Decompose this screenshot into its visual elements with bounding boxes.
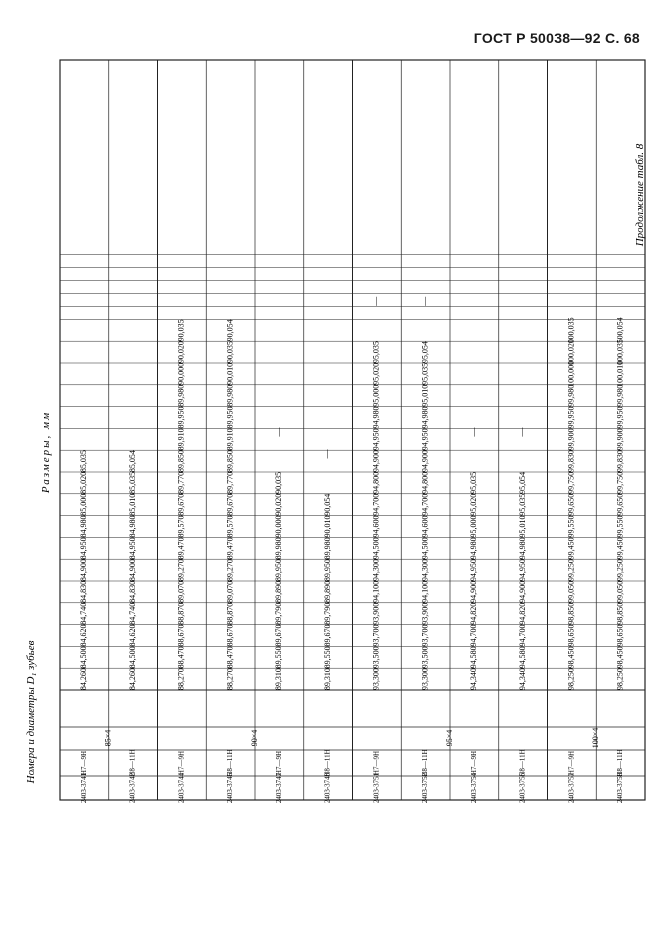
table-cell: 89,070: [225, 580, 235, 603]
table-cell: 84,500: [79, 646, 89, 669]
table-cell: 84,740: [127, 602, 137, 625]
table-cell: 85,000: [79, 493, 89, 516]
table-cell: 89,950: [176, 406, 186, 429]
table-cell: 89,550: [274, 646, 284, 669]
table-cell: 95,035: [371, 341, 381, 364]
table-cell: 88,470: [176, 646, 186, 669]
table-cell: 94,300: [371, 559, 381, 582]
column-tolerance: H8—11H: [323, 749, 332, 777]
table-cell: 85,054: [127, 450, 137, 473]
table-cell: 99,900: [566, 428, 576, 451]
table-cell: 98,450: [566, 646, 576, 669]
table-cell: 94,300: [420, 559, 430, 582]
column-code: 2403-3745: [226, 772, 235, 804]
table-cell: 98,850: [566, 602, 576, 625]
table-cell: 90,010: [225, 362, 235, 385]
table-cell: 90,035: [176, 319, 186, 342]
table-cell: 84,740: [79, 602, 89, 625]
table-cell-dash: —: [468, 427, 479, 437]
table-cell-dash: —: [322, 449, 333, 459]
table-cell: 99,550: [615, 515, 625, 538]
table-cell: 94,950: [469, 559, 479, 582]
column-tolerance: H8—11H: [616, 749, 625, 777]
table-cell: 95,020: [371, 362, 381, 385]
table-cell: 94,700: [420, 493, 430, 516]
table-cell: 94,820: [469, 602, 479, 625]
table-cell: 94,980: [420, 406, 430, 429]
column-tolerance: H8—11H: [128, 749, 137, 777]
table-cell: 95,000: [371, 384, 381, 407]
table-cell: 99,830: [566, 450, 576, 473]
table-cell-dash: —: [419, 296, 430, 306]
column-code: 2403-3748: [323, 772, 332, 804]
table-cell: 89,950: [274, 559, 284, 582]
table-cell: 99,050: [615, 580, 625, 603]
page-header: ГОСТ Р 50038—92 С. 68: [473, 30, 640, 46]
table-cell: 84,260: [79, 668, 89, 691]
table-cell: 95,000: [469, 515, 479, 538]
column-tolerance: H8—11H: [226, 749, 235, 777]
table-cell: 94,100: [371, 580, 381, 603]
table-cell: 94,700: [371, 493, 381, 516]
group-dxm: 90×4: [249, 729, 259, 747]
table-cell: 94,500: [371, 537, 381, 560]
table-cell: 89,310: [322, 668, 332, 691]
table-cell: 99,980: [566, 384, 576, 407]
table-cell: 88,670: [176, 624, 186, 647]
table-cell: 98,650: [615, 624, 625, 647]
table-cell: 94,900: [371, 450, 381, 473]
table-cell: 94,900: [420, 450, 430, 473]
table-cell: 95,054: [517, 471, 527, 494]
column-tolerance: H7—9H: [274, 750, 283, 776]
table-cell: 84,830: [127, 580, 137, 603]
table-cell: 99,750: [615, 471, 625, 494]
column-code: 2403-3751: [372, 772, 381, 804]
table-cell: 88,870: [176, 602, 186, 625]
table-cell: 95,010: [517, 515, 527, 538]
table-cell: 99,650: [566, 493, 576, 516]
table-cell: 84,620: [79, 624, 89, 647]
table-cell: 88,870: [225, 602, 235, 625]
table-cell: 98,450: [615, 646, 625, 669]
table-cell: 94,900: [517, 580, 527, 603]
table-cell: 88,670: [225, 624, 235, 647]
column-tolerance: H7—9H: [79, 750, 88, 776]
table-cell: 85,010: [127, 493, 137, 516]
table-cell: 89,950: [322, 559, 332, 582]
table-cell: 84,900: [79, 559, 89, 582]
table-cell: 89,670: [322, 624, 332, 647]
table-cell: 93,500: [420, 646, 430, 669]
table-cell: 93,300: [371, 668, 381, 691]
table-cell: 84,900: [127, 559, 137, 582]
table-cell-dash: —: [273, 427, 284, 437]
column-code: 2403-3742: [128, 772, 137, 804]
table-cell: 94,700: [517, 624, 527, 647]
table-cell: 94,950: [517, 559, 527, 582]
table-cell: 93,900: [420, 602, 430, 625]
table-cell: 85,035: [79, 450, 89, 473]
table-cell: 90,000: [176, 362, 186, 385]
table-cell: 95,020: [469, 493, 479, 516]
table-cell: 89,980: [176, 384, 186, 407]
table-cell: 94,340: [517, 668, 527, 691]
table-cell: 95,035: [420, 362, 430, 385]
table-cell: 85,020: [79, 471, 89, 494]
table-cell: 100,035: [566, 317, 576, 344]
table-cell: 94,580: [517, 646, 527, 669]
table-cell: 88,470: [225, 646, 235, 669]
table-cell-dash: —: [517, 427, 528, 437]
table-cell: 84,950: [127, 537, 137, 560]
column-tolerance: H8—11H: [518, 749, 527, 777]
table-cell: 99,450: [566, 537, 576, 560]
table-cell: 90,020: [274, 493, 284, 516]
table-cell: 90,035: [225, 341, 235, 364]
table-cell: 89,270: [225, 559, 235, 582]
table-cell: 98,650: [566, 624, 576, 647]
table-cell: 93,900: [371, 602, 381, 625]
table-cell: 93,700: [420, 624, 430, 647]
column-tolerance: H8—11H: [421, 749, 430, 777]
column-code: 2403-3741: [79, 772, 88, 804]
table-cell: 84,980: [79, 515, 89, 538]
table-cell: 88,270: [225, 668, 235, 691]
table-cell: 100,054: [615, 317, 625, 344]
table-cell: 94,600: [420, 515, 430, 538]
table-cell: 99,650: [615, 493, 625, 516]
table-cell: 100,020: [566, 339, 576, 366]
table-cell: 84,950: [79, 537, 89, 560]
table-cell: 84,500: [127, 646, 137, 669]
table-cell: 89,670: [225, 493, 235, 516]
column-tolerance: H7—9H: [469, 750, 478, 776]
table-cell: 89,770: [176, 471, 186, 494]
side-title: Номера и диаметры D₁ зубьев: [25, 640, 37, 784]
table-cell: 84,830: [79, 580, 89, 603]
table-cell: 94,580: [469, 646, 479, 669]
column-code: 2403-3747: [274, 772, 283, 804]
table-cell: 84,260: [127, 668, 137, 691]
table-cell: 94,700: [469, 624, 479, 647]
table-cell: 89,980: [274, 537, 284, 560]
table-cell: 94,100: [420, 580, 430, 603]
table-cell: 94,820: [517, 602, 527, 625]
table-cell: 90,000: [274, 515, 284, 538]
table-cell: 89,980: [322, 537, 332, 560]
table-cell: 89,470: [225, 537, 235, 560]
table-cell: 89,470: [176, 537, 186, 560]
table-cell: 90,054: [225, 319, 235, 342]
table-cell: 99,450: [615, 537, 625, 560]
table-cell: 89,670: [176, 493, 186, 516]
table-cell: 89,550: [322, 646, 332, 669]
column-tolerance: H7—9H: [372, 750, 381, 776]
table-cell: 89,980: [225, 384, 235, 407]
column-code: 2403-3752: [421, 772, 430, 804]
table-cell: 95,054: [420, 341, 430, 364]
column-tolerance: H7—9H: [177, 750, 186, 776]
table-cell-dash: —: [370, 296, 381, 306]
table-cell: 89,790: [274, 602, 284, 625]
table-cell: 93,700: [371, 624, 381, 647]
table-cell: 95,035: [517, 493, 527, 516]
table-cell: 89,890: [322, 580, 332, 603]
column-code: 2403-3755: [518, 772, 527, 804]
table-cell: 98,850: [615, 602, 625, 625]
table-cell: 99,250: [615, 559, 625, 582]
table-cell: 94,900: [469, 580, 479, 603]
table-cell: 98,250: [566, 668, 576, 691]
table-cell: 90,010: [322, 515, 332, 538]
table-cell: 100,035: [615, 339, 625, 366]
table-cell: 85,035: [127, 471, 137, 494]
table-cell: 95,035: [469, 471, 479, 494]
table-cell: 89,790: [322, 602, 332, 625]
table-cell: 89,910: [225, 428, 235, 451]
table-cell: 89,570: [225, 515, 235, 538]
table-cell: 93,300: [420, 668, 430, 691]
table-cell: 89,910: [176, 428, 186, 451]
column-code: 2403-3758: [616, 772, 625, 804]
table-cell: 100,000: [566, 360, 576, 387]
group-dxm: 100×4: [591, 727, 601, 749]
table-cell: 94,980: [517, 537, 527, 560]
table-cell: 90,035: [274, 471, 284, 494]
table-cell: 99,980: [615, 384, 625, 407]
continuation-caption: Продолжение табл. 8: [634, 143, 646, 247]
table-cell: 89,850: [176, 450, 186, 473]
column-code: 2403-3744: [177, 772, 186, 804]
table-cell: 94,340: [469, 668, 479, 691]
table-cell: 84,980: [127, 515, 137, 538]
table-cell: 95,010: [420, 384, 430, 407]
table-cell: 89,950: [225, 406, 235, 429]
table-cell: 99,830: [615, 450, 625, 473]
table-cell: 94,950: [371, 428, 381, 451]
dims-title: Размеры, мм: [40, 410, 52, 494]
table-cell: 89,310: [274, 668, 284, 691]
column-code: 2403-3757: [567, 772, 576, 804]
table-cell: 89,850: [225, 450, 235, 473]
group-dxm: 85×4: [103, 729, 113, 747]
table-cell: 99,250: [566, 559, 576, 582]
table-cell: 99,900: [615, 428, 625, 451]
table-cell: 94,500: [420, 537, 430, 560]
table-cell: 99,950: [566, 406, 576, 429]
table-cell: 94,600: [371, 515, 381, 538]
table-cell: 94,800: [420, 471, 430, 494]
table-cell: 99,050: [566, 580, 576, 603]
table-cell: 94,950: [420, 428, 430, 451]
table-cell: 89,670: [274, 624, 284, 647]
column-tolerance: H7—9H: [567, 750, 576, 776]
column-code: 2403-3754: [469, 772, 478, 804]
table-cell: 100,010: [615, 360, 625, 387]
group-dxm: 95×4: [444, 729, 454, 747]
table-cell: 99,750: [566, 471, 576, 494]
table-cell: 93,500: [371, 646, 381, 669]
table-cell: 84,620: [127, 624, 137, 647]
table-cell: 89,570: [176, 515, 186, 538]
table-cell: 90,020: [176, 341, 186, 364]
table-cell: 94,980: [469, 537, 479, 560]
table-cell: 94,800: [371, 471, 381, 494]
table-cell: 99,550: [566, 515, 576, 538]
table-cell: 94,980: [371, 406, 381, 429]
table-cell: 88,270: [176, 668, 186, 691]
table-cell: 98,250: [615, 668, 625, 691]
table-cell: 89,890: [274, 580, 284, 603]
table-cell: 99,950: [615, 406, 625, 429]
table-cell: 89,770: [225, 471, 235, 494]
table-cell: 89,070: [176, 580, 186, 603]
table-cell: 89,270: [176, 559, 186, 582]
table-cell: 90,054: [322, 493, 332, 516]
